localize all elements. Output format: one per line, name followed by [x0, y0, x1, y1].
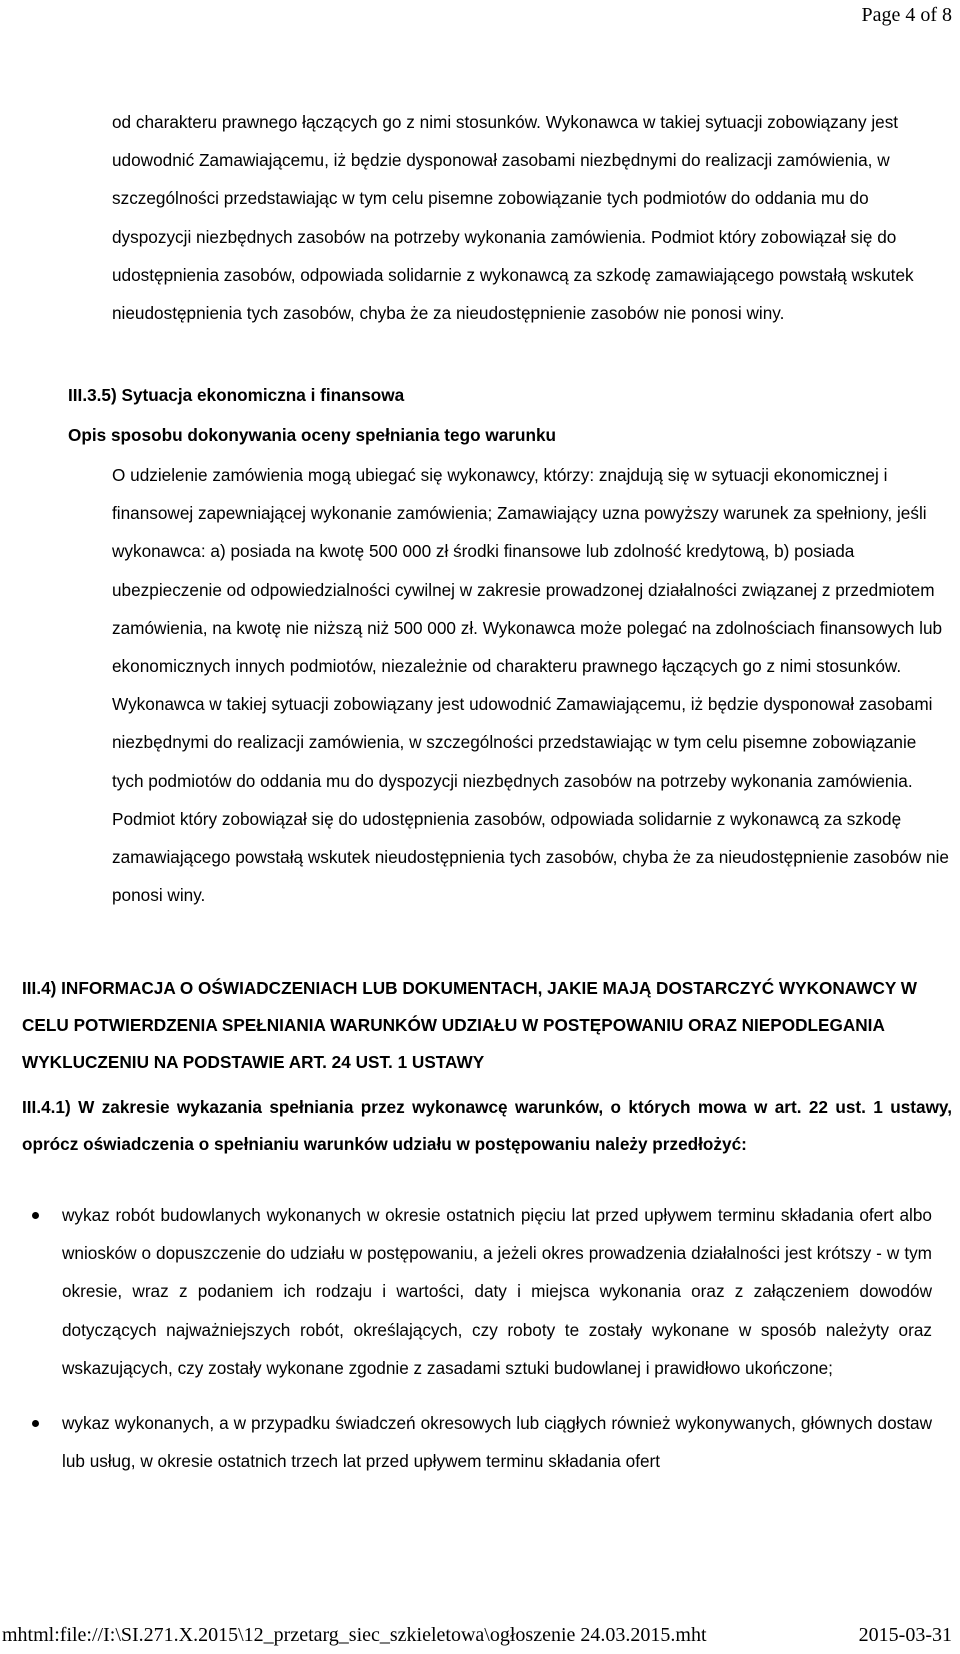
- paragraph-continuation: od charakteru prawnego łączących go z nimi stosunków. Wykonawca w takiej sytuacji zobowiązany jest udowodnić Zamawiającemu, iż będzie dysponował zasobami niezbędnymi do realizacji zamówienia, w szczególności przedstawiając w tym celu pisemne zobowiązanie tych podmiotów do oddania mu do dyspozycji niezbędnych zasobów na potrzeby wykonania zamówienia. Podmiot który zobowiązał się do udostępnienia zasobów, odpowiada solidarnie z wykonawcą za szkodę zamawiającego powstałą wskutek nieudostępnienia tych zasobów, chyba że za nieudostępnienie zasobów nie ponosi winy.: [112, 112, 914, 324]
- list-item-text: wykaz wykonanych, a w przypadku świadczeń okresowych lub ciągłych również wykonywanych, głównych dostaw lub usług, w okresie ostatnich trzech lat przed upływem terminu składania ofert: [62, 1413, 932, 1472]
- footer-file-path: mhtml:file://I:\SI.271.X.2015\12_przetarg_siec_szkieletowa\ogłoszenie 24.03.2015.mht: [2, 1624, 707, 1646]
- footer-date: 2015-03-31: [858, 1624, 952, 1646]
- documents-list: [22, 1196, 932, 1480]
- list-item: [22, 1196, 932, 1387]
- bullet-icon: [32, 1420, 39, 1427]
- list-item: [22, 1404, 932, 1480]
- bullet-icon: [32, 1212, 39, 1219]
- section-heading-documents: III.4) INFORMACJA O OŚWIADCZENIACH LUB DOKUMENTACH, JAKIE MAJĄ DOSTARCZYĆ WYKONAWCY W CELU POTWIERDZENIA SPEŁNIANIA WARUNKÓW UDZIAŁU W POSTĘPOWANIU ORAZ NIEPODLEGANIA WYKLUCZENIU NA PODSTAWIE ART. 24 UST. 1 USTAWY: [22, 978, 918, 1072]
- section-heading-required-documents: III.4.1) W zakresie wykazania spełniania przez wykonawcę warunków, o których mowa w art. 22 ust. 1 ustawy, oprócz oświadczenia o spełnianiu warunków udziału w postępowaniu należy przedłożyć:: [22, 1097, 952, 1154]
- subheading-assessment-method: Opis sposobu dokonywania oceny spełniania tego warunku: [68, 425, 557, 445]
- page-number: Page 4 of 8: [861, 4, 952, 26]
- section-heading-economic-situation: III.3.5) Sytuacja ekonomiczna i finansowa: [68, 385, 405, 405]
- paragraph-economic-condition: O udzielenie zamówienia mogą ubiegać się wykonawcy, którzy: znajdują się w sytuacji ekonomicznej i finansowej zapewniającej wykonanie zamówienia; Zamawiający uzna powyższy warunek za spełniony, jeśli wykonawca: a) posiada na kwotę 500 000 zł środki finansowe lub zdolność kredytową, b) posiada ubezpieczenie od odpowiedzialności cywilnej w zakresie prowadzonej działalności związanej z przedmiotem zamówienia, na kwotę nie niższą niż 500 000 zł. Wykonawca może polegać na zdolnościach finansowych lub ekonomicznych innych podmiotów, niezależnie od charakteru prawnego łączących go z nimi stosunków. Wykonawca w takiej sytuacji zobowiązany jest udowodnić Zamawiającemu, iż będzie dysponował zasobami niezbędnymi do realizacji zamówienia, w szczególności przedstawiając w tym celu pisemne zobowiązanie tych podmiotów do oddania mu do dyspozycji niezbędnych zasobów na potrzeby wykonania zamówienia. Podmiot który zobowiązał się do udostępnienia zasobów, odpowiada solidarnie z wykonawcą za szkodę zamawiającego powstałą wskutek nieudostępnienia tych zasobów, chyba że za nieudostępnienie zasobów nie ponosi winy.: [112, 465, 949, 906]
- list-item-text: wykaz robót budowlanych wykonanych w okresie ostatnich pięciu lat przed upływem terminu składania ofert albo wniosków o dopuszczenie do udziału w postępowaniu, a jeżeli okres prowadzenia działalności jest krótszy - w tym okresie, wraz z podaniem ich rodzaju i wartości, daty i miejsca wykonania oraz z załączeniem dowodów dotyczących najważniejszych robót, określających, czy roboty te zostały wykonane w sposób należyty oraz wskazujących, czy zostały wykonane zgodnie z zasadami sztuki budowlanej i prawidłowo ukończone;: [62, 1205, 932, 1378]
